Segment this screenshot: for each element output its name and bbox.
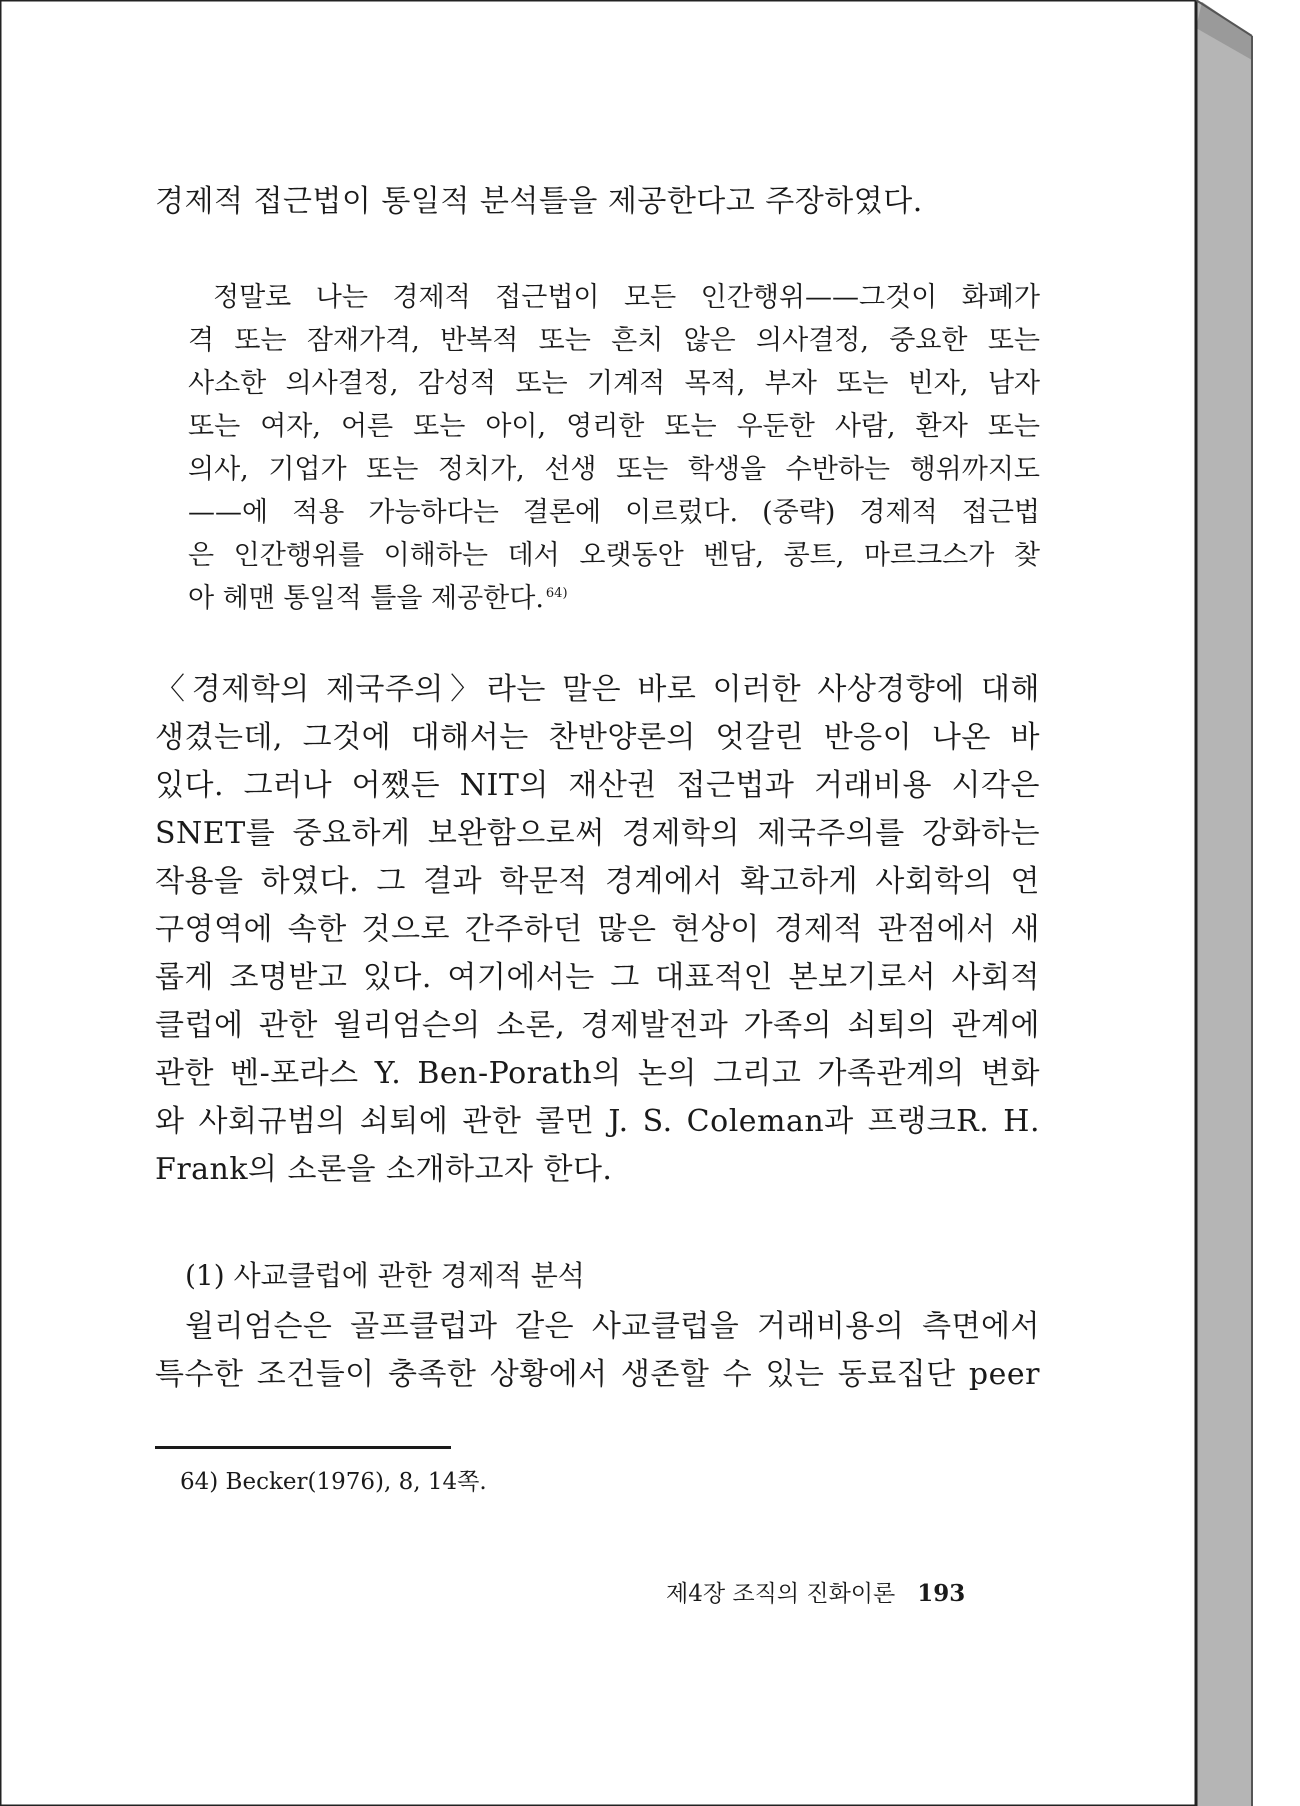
footnote-divider [155,1446,451,1449]
text-line: SNET를 중요하게 보완함으로써 경제학의 제국주의를 강화하는 [155,816,1040,851]
text-line: 와 사회규범의 쇠퇴에 관한 콜먼 J. S. Coleman과 프랭크R. H. [155,1104,1040,1139]
quote-line: 격 또는 잠재가격, 반복적 또는 흔치 않은 의사결정, 중요한 또는 [188,325,1040,356]
text-line: 경제적 접근법이 통일적 분석틀을 제공한다고 주장하였다. [155,184,923,219]
quote-line: 사소한 의사결정, 감성적 또는 기계적 목적, 부자 또는 빈자, 남자 [188,368,1040,399]
quote-text: 아 헤맨 통일적 틀을 제공한다. [188,583,544,614]
footnote-ref: 64) [545,586,568,601]
text-line: 클럽에 관한 윌리엄슨의 소론, 경제발전과 가족의 쇠퇴의 관계에 [155,1008,1040,1043]
section-heading: (1) 사교클럽에 관한 경제적 분석 [185,1259,585,1292]
running-title: 제4장 조직의 진화이론 [666,1581,896,1607]
quote-line-last [188,585,568,612]
running-footer [666,1575,965,1608]
quote-line: 의사, 기업가 또는 정치가, 선생 또는 학생을 수반하는 행위까지도 [188,454,1040,485]
text-line: 롭게 조명받고 있다. 여기에서는 그 대표적인 본보기로서 사회적 [155,960,1040,995]
text-line: 구영역에 속한 것으로 간주하던 많은 현상이 경제적 관점에서 새 [155,912,1040,947]
text-line: 특수한 조건들이 충족한 상황에서 생존할 수 있는 동료집단 peer [155,1357,1040,1392]
page-number: 193 [917,1580,966,1607]
quote-line: 정말로 나는 경제적 접근법이 모든 인간행위——그것이 화폐가 [213,282,1040,313]
quote-line: ——에 적용 가능하다는 결론에 이르렀다. (중략) 경제적 접근법 [188,497,1040,528]
text-line: 있다. 그러나 어쨌든 NIT의 재산권 접근법과 거래비용 시각은 [155,768,1040,803]
text-line: 작용을 하였다. 그 결과 학문적 경계에서 확고하게 사회학의 연 [155,864,1040,899]
quote-line: 은 인간행위를 이해하는 데서 오랫동안 벤담, 콩트, 마르크스가 찾 [188,540,1040,571]
text-line: 관한 벤-포라스 Y. Ben-Porath의 논의 그리고 가족관계의 변화 [155,1056,1040,1091]
text-line: Frank의 소론을 소개하고자 한다. [155,1152,613,1187]
text-line: 윌리엄슨은 골프클럽과 같은 사교클럽을 거래비용의 측면에서 [185,1309,1040,1344]
quote-line: 또는 여자, 어른 또는 아이, 영리한 또는 우둔한 사람, 환자 또는 [188,411,1040,442]
text-line: 〈경제학의 제국주의〉라는 말은 바로 이러한 사상경향에 대해 [155,672,1040,707]
text-line: 생겼는데, 그것에 대해서는 찬반양론의 엇갈린 반응이 나온 바 [155,720,1040,755]
footnote: 64) Becker(1976), 8, 14쪽. [180,1469,487,1495]
